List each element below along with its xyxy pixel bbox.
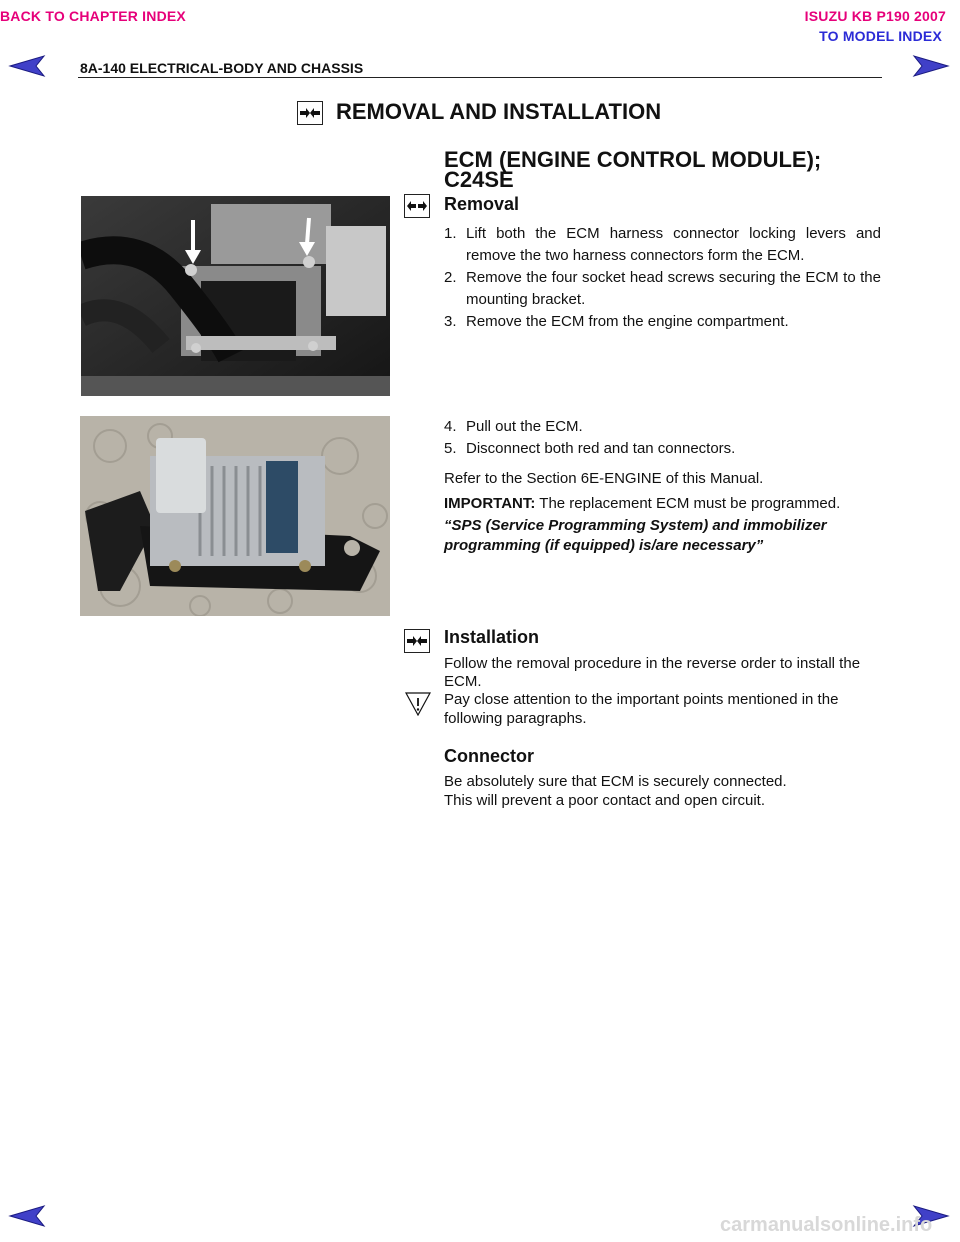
important-label: IMPORTANT:	[444, 495, 536, 512]
step-text: Remove the ECM from the engine compartment.	[466, 313, 789, 330]
step-text: Disconnect both red and tan connectors.	[466, 440, 736, 457]
step-number: 3.	[444, 313, 457, 330]
connector-line1: Be absolutely sure that ECM is securely connected.	[444, 773, 787, 790]
refer-text: Refer to the Section 6E-ENGINE of this Manual.	[444, 470, 764, 487]
removal-step-3	[444, 311, 881, 333]
ecm-installed-photo	[81, 196, 390, 396]
next-page-arrow-icon[interactable]	[910, 54, 950, 78]
prev-page-arrow-icon[interactable]	[8, 1204, 48, 1228]
removal-step-4	[444, 416, 881, 438]
important-note	[444, 493, 884, 515]
model-title-link[interactable]: ISUZU KB P190 2007	[804, 8, 946, 24]
installation-heading: Installation	[444, 627, 540, 647]
ecm-removed-photo	[80, 416, 390, 616]
prev-page-arrow-icon[interactable]	[8, 54, 48, 78]
step-text: Pull out the ECM.	[466, 418, 583, 435]
to-model-index-link[interactable]: TO MODEL INDEX	[819, 28, 942, 44]
removal-step-2	[444, 267, 881, 311]
step-text: Lift both the ECM harness connector locking levers and remove the two harness connectors form the ECM.	[466, 225, 881, 264]
step-text: Remove the four socket head screws securing the ECM to the mounting bracket.	[466, 269, 881, 308]
arrows-converge-icon	[297, 101, 323, 125]
header-divider	[78, 77, 882, 78]
installation-line2: ECM.	[444, 673, 482, 690]
arrows-diverge-icon	[404, 194, 430, 218]
important-text: The replacement ECM must be programmed.	[535, 495, 841, 512]
ecm-title	[444, 147, 864, 192]
step-number: 5.	[444, 440, 457, 457]
removal-step-1	[444, 223, 881, 267]
connector-heading: Connector	[444, 746, 534, 766]
section-title: REMOVAL AND INSTALLATION	[336, 99, 662, 124]
page-header-title: 8A-140 ELECTRICAL-BODY AND CHASSIS	[80, 60, 364, 76]
connector-line2: This will prevent a poor contact and open circuit.	[444, 792, 765, 809]
removal-step-5	[444, 438, 881, 460]
important-note-line1: “SPS (Service Programming System) and immobilizer	[444, 517, 827, 534]
installation-line4: following paragraphs.	[444, 710, 587, 727]
step-number: 1.	[444, 225, 457, 242]
removal-heading: Removal	[444, 194, 520, 214]
warning-triangle-icon	[405, 692, 431, 716]
installation-line1: Follow the removal procedure in the reverse order to install the	[444, 655, 861, 672]
ecm-title-line1: ECM (ENGINE CONTROL MODULE);	[444, 147, 822, 172]
ecm-title-line2: C24SE	[444, 167, 514, 192]
step-number: 4.	[444, 418, 457, 435]
step-number: 2.	[444, 269, 457, 286]
important-note-line2: programming (if equipped) is/are necessary”	[444, 537, 764, 554]
back-to-chapter-index-link[interactable]: BACK TO CHAPTER INDEX	[0, 8, 186, 24]
installation-line3: Pay close attention to the important points mentioned in the	[444, 691, 839, 708]
arrows-converge-icon	[404, 629, 430, 653]
footer-watermark: carmanualsonline.info	[720, 1214, 933, 1236]
